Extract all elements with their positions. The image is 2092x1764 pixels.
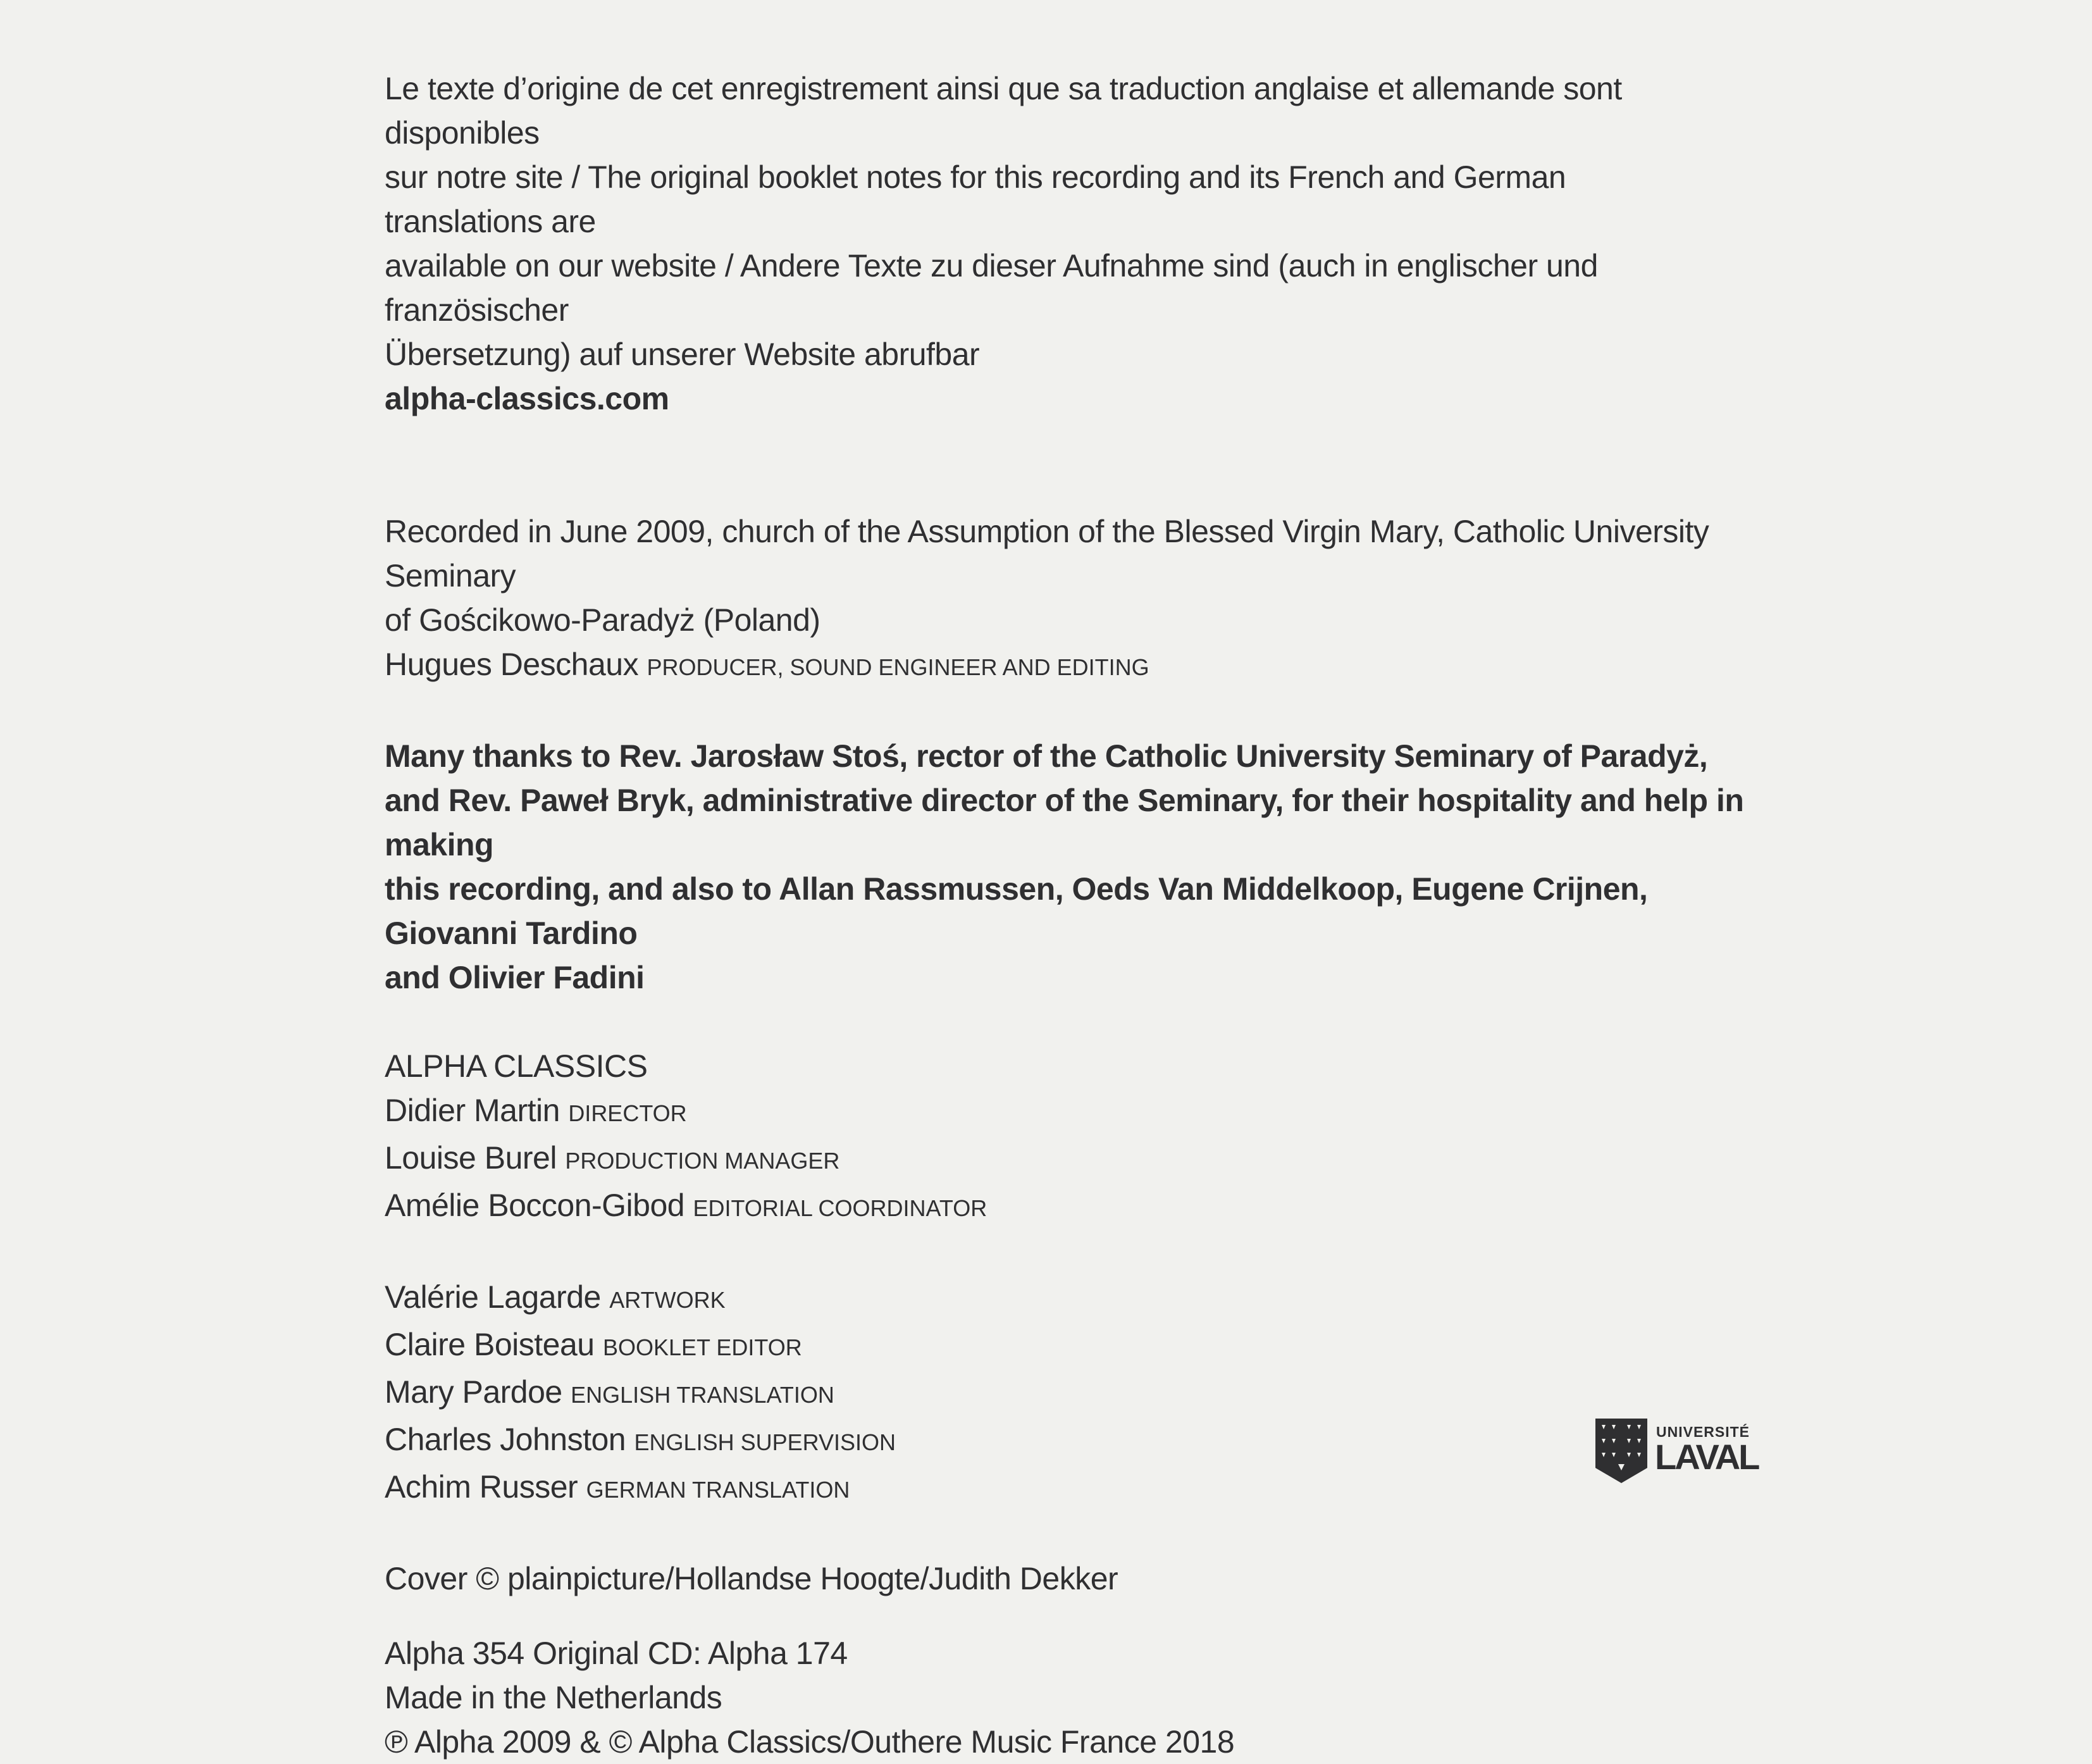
production-credits <box>385 1275 1776 1512</box>
staff-credit <box>385 1088 1776 1136</box>
staff-credit <box>385 1183 1776 1231</box>
intro-line: sur notre site / The original booklet notes for this recording and its French and German translations are <box>385 159 1566 239</box>
label-heading: ALPHA CLASSICS <box>385 1048 648 1084</box>
intro-notice <box>385 66 1713 421</box>
credit-name: Valérie Lagarde <box>385 1279 601 1315</box>
credit-name: Louise Burel <box>385 1140 557 1176</box>
cover-line: Cover © plainpicture/Hollandse Hoogte/Judith Dekker <box>385 1561 1118 1596</box>
catalog-number: Alpha 354 Original CD: Alpha 174 <box>385 1636 848 1671</box>
intro-line: available on our website / Andere Texte zu dieser Aufnahme sind (auch in englischer und französischer <box>385 248 1598 328</box>
universite-laval-logo <box>1594 1417 1759 1487</box>
staff-credit <box>385 1136 1776 1183</box>
credit-role: ARTWORK <box>609 1287 726 1313</box>
credit-name: Mary Pardoe <box>385 1374 562 1410</box>
booklet-credits-page <box>385 66 1776 1764</box>
credit-name: Didier Martin <box>385 1093 560 1128</box>
recording-line: Recorded in June 2009, church of the Assumption of the Blessed Virgin Mary, Catholic University Seminary <box>385 514 1709 593</box>
label-staff <box>385 1044 1776 1231</box>
production-credit <box>385 1322 1776 1370</box>
production-credit <box>385 1417 1776 1465</box>
logo-wordmark-main: LAVAL <box>1655 1437 1759 1477</box>
cover-credit <box>385 1556 1776 1601</box>
production-credit <box>385 1370 1776 1417</box>
thanks-line: and Olivier Fadini <box>385 960 645 995</box>
thanks-line: and Rev. Paweł Bryk, administrative director of the Seminary, for their hospitality and help in making <box>385 783 1744 862</box>
credit-name: Hugues Deschaux <box>385 647 639 682</box>
recording-line: of Gościkowo-Paradyż (Poland) <box>385 602 820 638</box>
credit-role: BOOKLET EDITOR <box>602 1334 802 1360</box>
logo-wordmark-top: UNIVERSITÉ <box>1656 1424 1750 1440</box>
credit-name: Claire Boisteau <box>385 1327 595 1362</box>
credit-role: EDITORIAL COORDINATOR <box>693 1195 987 1221</box>
shield-icon <box>1594 1417 1649 1486</box>
intro-line: Übersetzung) auf unserer Website abrufbar <box>385 337 980 372</box>
thanks-line: this recording, and also to Allan Rassmussen, Oeds Van Middelkoop, Eugene Crijnen, Giovanni Tardino <box>385 871 1648 951</box>
credit-role: GERMAN TRANSLATION <box>586 1477 850 1503</box>
credit-role: ENGLISH SUPERVISION <box>634 1429 896 1455</box>
thanks-line: Many thanks to Rev. Jarosław Stoś, rector of the Catholic University Seminary of Paradyż, <box>385 738 1708 774</box>
production-credit <box>385 1465 1776 1512</box>
catalog-info <box>385 1631 1776 1764</box>
intro-line: Le texte d’origine de cet enregistrement ainsi que sa traduction anglaise et allemande sont disponibles <box>385 71 1622 151</box>
recording-info <box>385 509 1776 690</box>
credit-role: ENGLISH TRANSLATION <box>571 1382 834 1408</box>
credit-role: PRODUCTION MANAGER <box>565 1148 840 1174</box>
production-credit <box>385 1275 1776 1322</box>
acknowledgements <box>385 734 1776 1000</box>
manufacture-origin: Made in the Netherlands <box>385 1680 722 1715</box>
credit-role: DIRECTOR <box>568 1100 687 1126</box>
credit-name: Amélie Boccon-Gibod <box>385 1188 685 1223</box>
producer-credit <box>385 642 1776 690</box>
credit-name: Charles Johnston <box>385 1422 626 1457</box>
credit-role: PRODUCER, SOUND ENGINEER AND EDITING <box>647 654 1149 680</box>
website-link[interactable]: alpha-classics.com <box>385 381 669 416</box>
credit-name: Achim Russer <box>385 1469 578 1505</box>
copyright-line: ℗ Alpha 2009 & © Alpha Classics/Outhere Music France 2018 <box>385 1724 1235 1760</box>
